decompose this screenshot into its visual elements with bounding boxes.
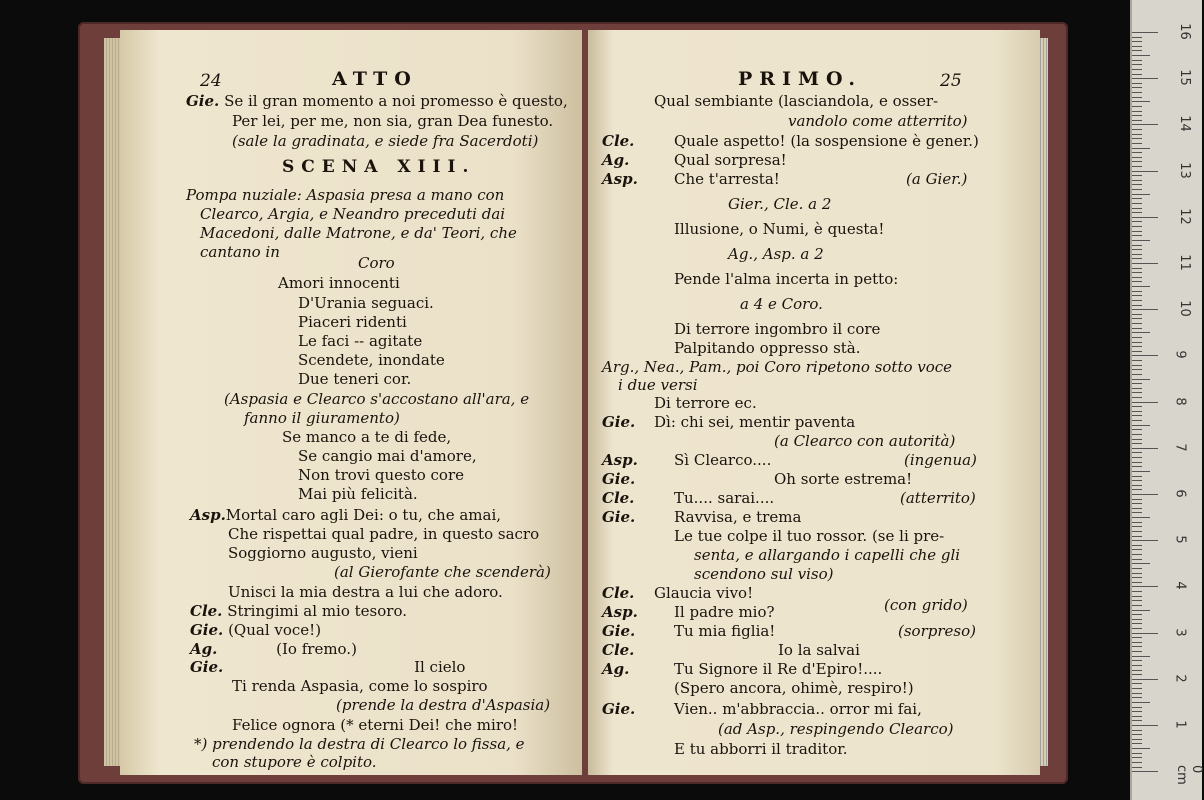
text-line: Cle. Io la salvai	[602, 641, 860, 659]
ruler-minor-tick	[1132, 134, 1142, 135]
ruler-minor-tick	[1132, 651, 1142, 652]
ruler-minor-tick	[1132, 425, 1150, 426]
text-line: Gie. Ravvisa, e trema	[602, 508, 802, 526]
ruler-minor-tick	[1132, 563, 1150, 564]
ruler-minor-tick	[1132, 115, 1142, 116]
ruler-minor-tick	[1132, 757, 1142, 758]
speaker-label: Gie.	[602, 622, 636, 640]
stage-direction: Coro	[358, 254, 395, 272]
stage-direction: i due versi	[618, 376, 698, 394]
ruler-major-tick	[1132, 355, 1158, 356]
right-page	[588, 30, 1040, 775]
ruler-number: 15	[1176, 69, 1192, 86]
ruler-minor-tick	[1132, 55, 1150, 56]
ruler-minor-tick	[1132, 642, 1142, 643]
ruler-major-tick	[1132, 679, 1158, 680]
stage-direction: (a Gier.)	[906, 170, 968, 188]
ruler-minor-tick	[1132, 328, 1142, 329]
text-line: (Spero ancora, ohimè, respiro!)	[674, 679, 914, 697]
speaker-label: Ag.	[602, 660, 630, 678]
ruler-minor-tick	[1132, 60, 1142, 61]
ruler-minor-tick	[1132, 129, 1142, 130]
ruler-minor-tick	[1132, 318, 1142, 319]
footnote: *) prendendo la destra di Clearco lo fissa, e	[194, 735, 525, 753]
stage-direction: Macedoni, dalle Matrone, e da' Teori, che	[200, 224, 517, 242]
ruler-minor-tick	[1132, 549, 1142, 550]
text-line: Le tue colpe il tuo rossor. (se li pre-	[674, 527, 945, 545]
ruler-minor-tick	[1132, 41, 1142, 42]
ruler-minor-tick	[1132, 212, 1142, 213]
ruler-minor-tick	[1132, 767, 1142, 768]
ruler-minor-tick	[1132, 730, 1142, 731]
ruler-number: 13	[1176, 161, 1192, 179]
text-line: Se manco a te di fede,	[282, 428, 452, 446]
ruler-number: 10	[1176, 300, 1192, 317]
ruler-minor-tick	[1132, 143, 1142, 144]
ruler-minor-tick	[1132, 226, 1142, 227]
ruler-minor-tick	[1132, 175, 1142, 176]
ruler-minor-tick	[1132, 674, 1142, 675]
ruler-minor-tick	[1132, 707, 1142, 708]
text-line: Ag. (Io fremo.)	[190, 640, 357, 658]
ruler-minor-tick	[1132, 716, 1142, 717]
ruler-minor-tick	[1132, 235, 1142, 236]
text-line: Cle. Quale aspetto! (la sospensione è gener.)	[602, 132, 979, 150]
ruler-minor-tick	[1132, 711, 1142, 712]
ruler-major-tick	[1132, 124, 1158, 125]
stage-direction: (sorpreso)	[898, 622, 976, 640]
speaker-label: Cle.	[602, 641, 635, 659]
stage-direction: (sale la gradinata, e siede fra Sacerdoti)	[232, 132, 539, 150]
ruler-minor-tick	[1132, 489, 1142, 490]
ruler-minor-tick	[1132, 277, 1142, 278]
ruler-minor-tick	[1132, 743, 1142, 744]
measuring-ruler	[1130, 0, 1202, 800]
ruler-minor-tick	[1132, 577, 1142, 578]
ruler-minor-tick	[1132, 64, 1142, 65]
stage-direction: (con grido)	[884, 596, 968, 614]
ruler-minor-tick	[1132, 499, 1142, 500]
ruler-number: 3	[1172, 627, 1188, 637]
speaker-label: Ag.	[602, 151, 630, 169]
ruler-major-tick	[1132, 217, 1158, 218]
ruler-minor-tick	[1132, 748, 1150, 749]
ensemble-heading: Gier., Cle. a 2	[728, 195, 832, 213]
ruler-minor-tick	[1132, 272, 1142, 273]
ruler-minor-tick	[1132, 656, 1150, 657]
text-line: D'Urania seguaci.	[298, 294, 434, 312]
ruler-minor-tick	[1132, 526, 1142, 527]
ruler-minor-tick	[1132, 388, 1142, 389]
stage-direction: (atterrito)	[900, 489, 976, 507]
ruler-minor-tick	[1132, 683, 1142, 684]
ruler-minor-tick	[1132, 365, 1142, 366]
ruler-minor-tick	[1132, 254, 1142, 255]
text-line: Qual sembiante (lasciandola, e osser-	[654, 92, 939, 110]
text-line: Di terrore ingombro il core	[674, 320, 881, 338]
ruler-minor-tick	[1132, 101, 1150, 102]
text-line: Cle. Stringimi al mio tesoro.	[190, 602, 407, 620]
ruler-minor-tick	[1132, 610, 1150, 611]
ruler-minor-tick	[1132, 582, 1142, 583]
ruler-minor-tick	[1132, 614, 1142, 615]
ruler-minor-tick	[1132, 693, 1142, 694]
ruler-minor-tick	[1132, 258, 1142, 259]
ruler-major-tick	[1132, 633, 1158, 634]
ruler-minor-tick	[1132, 720, 1142, 721]
stage-direction: (ingenua)	[904, 451, 977, 469]
ruler-minor-tick	[1132, 97, 1142, 98]
ruler-minor-tick	[1132, 161, 1142, 162]
text-line: Gie. (Qual voce!)	[190, 621, 322, 639]
speaker-label: Cle.	[602, 584, 635, 602]
ruler-number: 1	[1172, 720, 1188, 729]
text-line: Che rispettai qual padre, in questo sacro	[228, 525, 540, 543]
ruler-minor-tick	[1132, 374, 1142, 375]
stage-direction: Pompa nuziale: Aspasia presa a mano con	[186, 186, 505, 204]
ruler-minor-tick	[1132, 522, 1142, 523]
speaker-label: Gie.	[602, 413, 636, 431]
ruler-minor-tick	[1132, 268, 1142, 269]
ruler-major-tick	[1132, 586, 1158, 587]
ruler-minor-tick	[1132, 536, 1142, 537]
ruler-minor-tick	[1132, 559, 1142, 560]
ruler-minor-tick	[1132, 138, 1142, 139]
speaker-label: Gie.	[602, 470, 636, 488]
ruler-minor-tick	[1132, 508, 1142, 509]
ruler-minor-tick	[1132, 471, 1150, 472]
ruler-minor-tick	[1132, 688, 1142, 689]
ruler-minor-tick	[1132, 240, 1150, 241]
text-line: Ti renda Aspasia, come lo sospiro	[232, 677, 488, 695]
speaker-label: Asp.	[602, 603, 638, 621]
ruler-minor-tick	[1132, 351, 1142, 352]
speaker-label: Gie.	[602, 508, 636, 526]
page-header: ATTO	[332, 68, 418, 90]
ruler-minor-tick	[1132, 503, 1142, 504]
ruler-minor-tick	[1132, 605, 1142, 606]
text-line: Asp. Sì Clearco....	[602, 451, 772, 469]
stage-direction: cantano in	[200, 243, 280, 261]
speaker-label: Asp.	[602, 451, 638, 469]
text-line: Felice ognora (* eterni Dei! che miro!	[232, 716, 519, 734]
text-line: Mai più felicità.	[298, 485, 418, 503]
speaker-label: Asp.	[190, 506, 226, 524]
ruler-number: 7	[1172, 443, 1188, 452]
stage-direction: fanno il giuramento)	[244, 409, 400, 427]
ruler-minor-tick	[1132, 457, 1142, 458]
speaker-label: Cle.	[602, 489, 635, 507]
ruler-minor-tick	[1132, 305, 1142, 306]
text-line: Gie. Oh sorte estrema!	[602, 470, 913, 488]
ruler-minor-tick	[1132, 194, 1150, 195]
ruler-minor-tick	[1132, 369, 1142, 370]
ruler-minor-tick	[1132, 342, 1142, 343]
ruler-minor-tick	[1132, 152, 1142, 153]
ruler-minor-tick	[1132, 189, 1142, 190]
ruler-minor-tick	[1132, 554, 1142, 555]
stage-direction: (Aspasia e Clearco s'accostano all'ara, e	[224, 390, 530, 408]
text-line: Gie. Vien.. m'abbraccia.. orror mi fai,	[602, 700, 922, 718]
ruler-minor-tick	[1132, 443, 1142, 444]
ruler-minor-tick	[1132, 69, 1142, 70]
ruler-minor-tick	[1132, 485, 1142, 486]
page-header: PRIMO.	[738, 68, 863, 90]
ruler-minor-tick	[1132, 637, 1142, 638]
ruler-minor-tick	[1132, 619, 1142, 620]
ruler-minor-tick	[1132, 120, 1142, 121]
ruler-minor-tick	[1132, 411, 1142, 412]
text-line: Amori innocenti	[278, 274, 400, 292]
text-line: Gie. Se il gran momento a noi promesso è questo,	[186, 92, 568, 110]
ruler-minor-tick	[1132, 300, 1142, 301]
ruler-number: 6	[1172, 489, 1188, 498]
text-line: Gie. Dì: chi sei, mentir paventa	[602, 413, 856, 431]
ruler-minor-tick	[1132, 392, 1142, 393]
ruler-number: 9	[1172, 350, 1188, 360]
ruler-minor-tick	[1132, 702, 1150, 703]
text-line: Cle. Tu.... sarai....	[602, 489, 775, 507]
ruler-minor-tick	[1132, 295, 1142, 296]
ruler-minor-tick	[1132, 92, 1142, 93]
ruler-minor-tick	[1132, 429, 1142, 430]
ruler-minor-tick	[1132, 517, 1150, 518]
ruler-minor-tick	[1132, 753, 1142, 754]
scene-heading: SCENA XIII.	[282, 157, 476, 177]
ruler-minor-tick	[1132, 360, 1142, 361]
text-line: Asp. Il padre mio?	[602, 603, 775, 621]
speaker-label: Gie.	[186, 92, 220, 110]
ruler-minor-tick	[1132, 46, 1142, 47]
ruler-number: 11	[1176, 254, 1192, 271]
ruler-major-tick	[1132, 540, 1158, 541]
speaker-label: Ag.	[190, 640, 218, 658]
text-line: Scendete, inondate	[298, 351, 445, 369]
ruler-minor-tick	[1132, 415, 1142, 416]
ruler-minor-tick	[1132, 646, 1142, 647]
ruler-minor-tick	[1132, 512, 1142, 513]
speaker-label: Gie.	[190, 658, 224, 676]
stage-direction: (prende la destra d'Aspasia)	[336, 696, 551, 714]
ruler-minor-tick	[1132, 50, 1142, 51]
stage-direction: (a Clearco con autorità)	[774, 432, 956, 450]
ensemble-heading: a 4 e Coro.	[740, 295, 823, 313]
ruler-minor-tick	[1132, 148, 1150, 149]
ruler-major-tick	[1132, 78, 1158, 79]
footnote: con stupore è colpito.	[212, 753, 377, 771]
text-line: Asp.Mortal caro agli Dei: o tu, che amai,	[190, 506, 502, 524]
text-line: Palpitando oppresso stà.	[674, 339, 861, 357]
ruler-minor-tick	[1132, 198, 1142, 199]
ruler-minor-tick	[1132, 734, 1142, 735]
ruler-major-tick	[1132, 171, 1158, 172]
ruler-minor-tick	[1132, 74, 1142, 75]
speaker-label: Cle.	[602, 132, 635, 150]
ruler-minor-tick	[1132, 623, 1142, 624]
ruler-minor-tick	[1132, 332, 1150, 333]
ruler-major-tick	[1132, 448, 1158, 449]
ruler-minor-tick	[1132, 462, 1142, 463]
text-line: Soggiorno augusto, vieni	[228, 544, 418, 562]
text-line: Asp. Che t'arresta!	[602, 170, 780, 188]
ruler-major-tick	[1132, 494, 1158, 495]
text-line: E tu abborri il traditor.	[674, 740, 848, 758]
ruler-minor-tick	[1132, 221, 1142, 222]
ruler-minor-tick	[1132, 281, 1142, 282]
ruler-minor-tick	[1132, 323, 1142, 324]
ruler-minor-tick	[1132, 531, 1142, 532]
text-line: Unisci la mia destra a lui che adoro.	[228, 583, 503, 601]
ruler-minor-tick	[1132, 291, 1142, 292]
ruler-major-tick	[1132, 309, 1158, 310]
ruler-minor-tick	[1132, 203, 1142, 204]
text-line: Piaceri ridenti	[298, 313, 407, 331]
ruler-minor-tick	[1132, 286, 1150, 287]
ruler-minor-tick	[1132, 739, 1142, 740]
speaker-label: Gie.	[190, 621, 224, 639]
ruler-minor-tick	[1132, 157, 1142, 158]
text-line: Due teneri cor.	[298, 370, 412, 388]
ruler-minor-tick	[1132, 596, 1142, 597]
ruler-minor-tick	[1132, 434, 1142, 435]
ruler-minor-tick	[1132, 184, 1142, 185]
speaker-label: Cle.	[190, 602, 223, 620]
ruler-number: 2	[1172, 674, 1188, 683]
text-line: Per lei, per me, non sia, gran Dea funesto.	[232, 112, 554, 130]
text-line: Pende l'alma incerta in petto:	[674, 270, 899, 288]
ruler-minor-tick	[1132, 87, 1142, 88]
ruler-minor-tick	[1132, 452, 1142, 453]
ruler-minor-tick	[1132, 697, 1142, 698]
speaker-label: Asp.	[602, 170, 638, 188]
ruler-minor-tick	[1132, 420, 1142, 421]
ruler-minor-tick	[1132, 628, 1142, 629]
ruler-minor-tick	[1132, 406, 1142, 407]
ruler-major-tick	[1132, 32, 1158, 33]
ensemble-heading: Ag., Asp. a 2	[728, 245, 824, 263]
ruler-major-tick	[1132, 771, 1158, 772]
ruler-minor-tick	[1132, 545, 1142, 546]
ruler-minor-tick	[1132, 314, 1142, 315]
stage-direction: vandolo come atterrito)	[788, 112, 968, 130]
ruler-minor-tick	[1132, 568, 1142, 569]
ruler-minor-tick	[1132, 83, 1142, 84]
ruler-major-tick	[1132, 725, 1158, 726]
text-line: Gie. Il cielo	[190, 658, 466, 676]
ruler-minor-tick	[1132, 665, 1142, 666]
ruler-number: 0 cm	[1174, 765, 1204, 785]
ruler-minor-tick	[1132, 379, 1150, 380]
stage-direction: Clearco, Argia, e Neandro preceduti dai	[200, 205, 506, 223]
ruler-minor-tick	[1132, 670, 1142, 671]
text-line: Se cangio mai d'amore,	[298, 447, 477, 465]
ruler-minor-tick	[1132, 476, 1142, 477]
stage-direction: (al Gierofante che scenderà)	[334, 563, 551, 581]
text-line: Ag. Qual sorpresa!	[602, 151, 787, 169]
text-line: Le faci -- agitate	[298, 332, 423, 350]
ruler-minor-tick	[1132, 245, 1142, 246]
ruler-major-tick	[1132, 263, 1158, 264]
ruler-minor-tick	[1132, 180, 1142, 181]
ruler-minor-tick	[1132, 231, 1142, 232]
ruler-minor-tick	[1132, 397, 1142, 398]
ruler-number: 4	[1172, 581, 1188, 591]
ruler-minor-tick	[1132, 466, 1142, 467]
text-line: Illusione, o Numi, è questa!	[674, 220, 885, 238]
ruler-minor-tick	[1132, 208, 1142, 209]
ruler-number: 12	[1176, 208, 1192, 225]
ruler-major-tick	[1132, 402, 1158, 403]
stage-direction: Arg., Nea., Pam., poi Coro ripetono sotto voce	[602, 358, 953, 376]
ruler-number: 16	[1176, 23, 1192, 40]
speaker-label: Gie.	[602, 700, 636, 718]
text-line: Gie. Tu mia figlia!	[602, 622, 776, 640]
text-line: Di terrore ec.	[654, 394, 757, 412]
ruler-number: 14	[1176, 115, 1192, 133]
stage-direction: senta, e allargando i capelli che gli	[694, 546, 961, 564]
ruler-minor-tick	[1132, 337, 1142, 338]
ruler-minor-tick	[1132, 762, 1142, 763]
ruler-minor-tick	[1132, 591, 1142, 592]
ruler-minor-tick	[1132, 106, 1142, 107]
left-page	[120, 30, 582, 775]
stage-direction: (ad Asp., respingendo Clearco)	[718, 720, 954, 738]
ruler-number: 8	[1172, 396, 1188, 406]
stage-direction: scendono sul viso)	[694, 565, 834, 583]
ruler-minor-tick	[1132, 439, 1142, 440]
ruler-minor-tick	[1132, 600, 1142, 601]
ruler-minor-tick	[1132, 573, 1142, 574]
ruler-number: 5	[1172, 535, 1188, 544]
page-number: 24	[200, 71, 222, 91]
text-line: Cle. Glaucia vivo!	[602, 584, 754, 602]
ruler-minor-tick	[1132, 660, 1142, 661]
ruler-minor-tick	[1132, 111, 1142, 112]
text-line: Ag. Tu Signore il Re d'Epiro!....	[602, 660, 883, 678]
ruler-minor-tick	[1132, 346, 1142, 347]
ruler-minor-tick	[1132, 480, 1142, 481]
page-number: 25	[940, 71, 962, 91]
ruler-minor-tick	[1132, 166, 1142, 167]
ruler-minor-tick	[1132, 37, 1142, 38]
ruler-minor-tick	[1132, 249, 1142, 250]
ruler-minor-tick	[1132, 383, 1142, 384]
text-line: Non trovi questo core	[298, 466, 464, 484]
